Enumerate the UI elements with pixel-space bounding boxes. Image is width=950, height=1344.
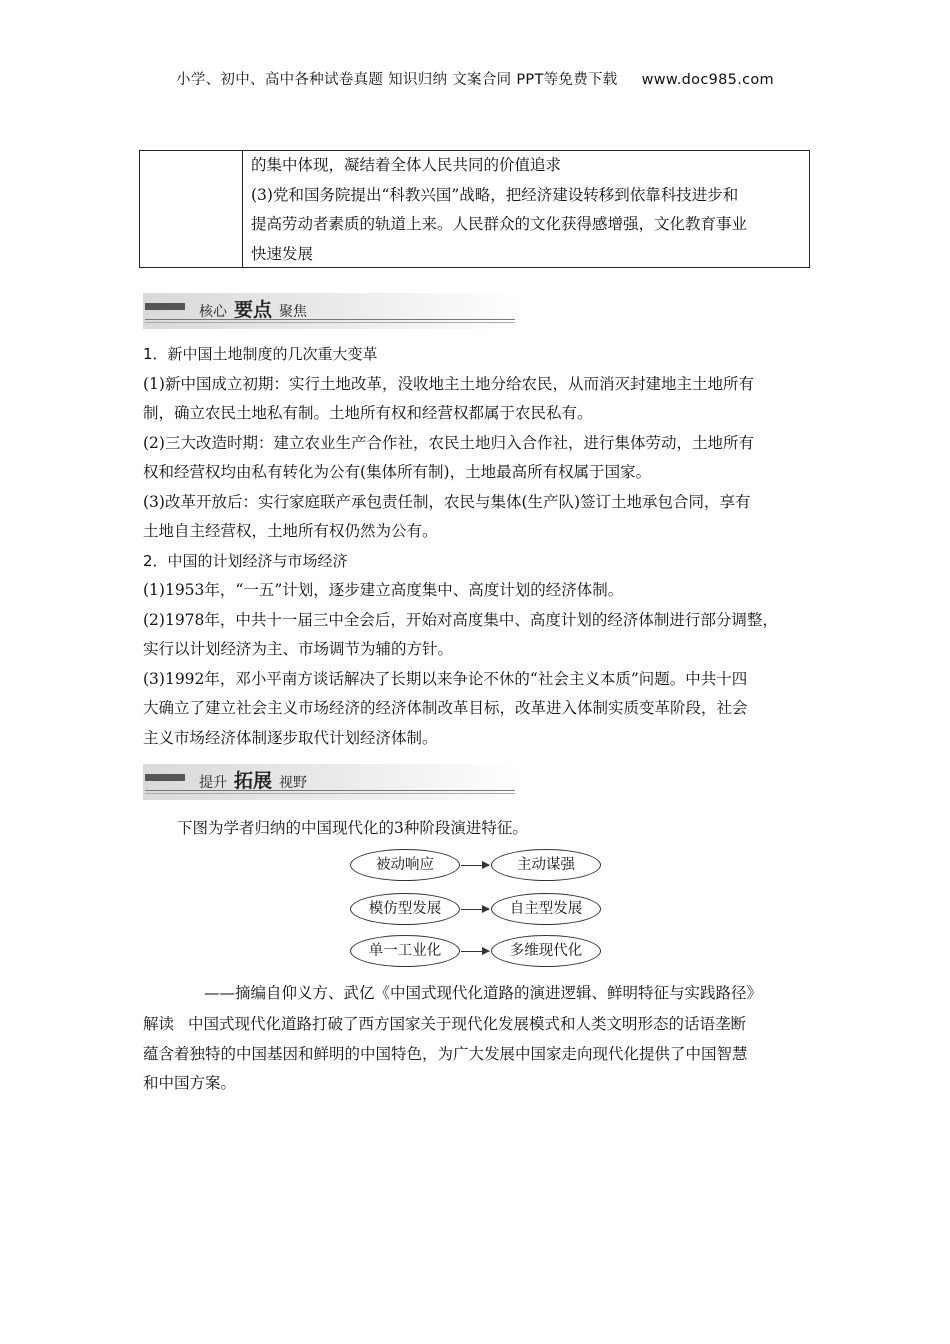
point-heading-2: 2．中国的计划经济与市场经济 bbox=[143, 551, 348, 570]
paragraph: (3)1992年，邓小平南方谈话解决了长期以来争论不休的“社会主义本质”问题。中共十四 大确立了建立社会主义市场经济的经济体制改革目标，改革进入体制实质变革阶段，社会 主义市场经济体制逐步取代计划经济体制。 bbox=[143, 669, 748, 747]
header-text: 小学、初中、高中各种试卷真题 知识归纳 文案合同 PPT等免费下载 bbox=[176, 72, 618, 88]
summary-table bbox=[139, 150, 810, 268]
section-banner-key-points bbox=[143, 293, 523, 329]
paragraph: (1)新中国成立初期：实行土地改革，没收地主土地分给农民，从而消灭封建地主土地所有 制，确立农民土地私有制。土地所有权和经营权都属于农民私有。 bbox=[143, 374, 754, 422]
table-line: 提高劳动者素质的轨道上来。人民群众的文化获得感增强，文化教育事业 bbox=[251, 215, 748, 233]
banner-bar bbox=[145, 774, 185, 781]
diagram-arrow bbox=[461, 909, 489, 910]
diagram-node-imitation: 模仿型发展 bbox=[350, 893, 460, 925]
paragraph: (3)改革开放后：实行家庭联产承包责任制，农民与集体(生产队)签订土地承包合同，享有 土地自主经营权，土地所有权仍然为公有。 bbox=[143, 492, 751, 540]
banner-title: 核心 要点 聚焦 bbox=[199, 299, 308, 321]
paragraph: (2)1978年，中共十一届三中全会后，开始对高度集中、高度计划的经济体制进行部分调整， 实行以计划经济为主、市场调节为辅的方针。 bbox=[143, 610, 778, 658]
key-points-content bbox=[143, 340, 815, 753]
citation-source: ——摘编自仰义方、武亿《中国式现代化道路的演进逻辑、鲜明特征与实践路径》 bbox=[204, 984, 763, 1002]
page-header bbox=[0, 68, 950, 89]
diagram-arrow bbox=[461, 865, 489, 866]
diagram-node-passive: 被动响应 bbox=[350, 849, 460, 881]
diagram-node-independent: 自主型发展 bbox=[491, 893, 601, 925]
modernization-diagram bbox=[350, 846, 610, 972]
paragraph: (1)1953年，“一五”计划，逐步建立高度集中、高度计划的经济体制。 bbox=[143, 581, 624, 599]
reading-paragraph: 解读 中国式现代化道路打破了西方国家关于现代化发展模式和人类文明形态的话语垄断 蕴含着独特的中国基因和鲜明的中国特色，为广大发展中国家走向现代化提供了中国智慧 和中国方案。 bbox=[143, 1015, 748, 1092]
table-right-cell bbox=[251, 151, 801, 269]
diagram-node-multi: 多维现代化 bbox=[491, 935, 601, 967]
point-heading-1: 1．新中国土地制度的几次重大变革 bbox=[143, 345, 378, 363]
reading-label: 解读 bbox=[143, 1015, 175, 1033]
banner-bar bbox=[145, 303, 185, 310]
banner-title: 提升 拓展 视野 bbox=[199, 770, 308, 792]
table-line: 快速发展 bbox=[251, 244, 314, 263]
table-line: (3)党和国务院提出“科教兴国”战略，把经济建设转移到依靠科技进步和 bbox=[251, 185, 739, 204]
banner-underline-2 bbox=[145, 793, 515, 794]
table-left-cell bbox=[140, 151, 243, 267]
diagram-node-active: 主动谋强 bbox=[491, 849, 601, 881]
diagram-arrow bbox=[461, 951, 489, 952]
table-line: 的集中体现，凝结着全体人民共同的价值追求 bbox=[251, 156, 562, 174]
banner-underline-2 bbox=[145, 322, 515, 323]
paragraph: (2)三大改造时期：建立农业生产合作社，农民土地归入合作社，进行集体劳动，土地所有 权和经营权均由私有转化为公有(集体所有制)，土地最高所有权属于国家。 bbox=[143, 433, 754, 481]
diagram-node-single: 单一工业化 bbox=[350, 935, 460, 967]
section-banner-extension bbox=[143, 764, 523, 800]
header-url[interactable]: www.doc985.com bbox=[641, 72, 774, 88]
diagram-intro: 下图为学者归纳的中国现代化的3种阶段演进特征。 bbox=[177, 819, 528, 837]
